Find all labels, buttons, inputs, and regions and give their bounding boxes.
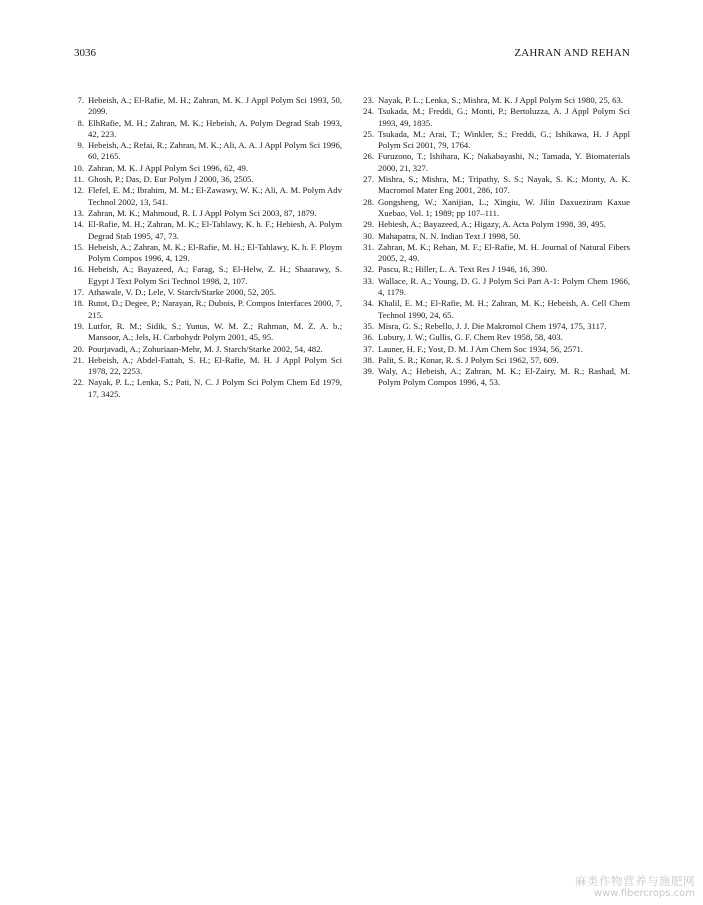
reference-text: Nayak, P. L.; Lenka, S.; Mishra, M. K. J Appl Polym Sci 1980, 25, 63. (378, 95, 623, 105)
reference-item (360, 231, 630, 242)
reference-number: 30. (363, 230, 374, 241)
reference-text: Waly, A.; Hebeish, A.; Zahran, M. K.; El-Zairy, M. R.; Rashad, M. Polym Polym Compos 1996, 4, 53. (378, 366, 630, 388)
running-head (74, 46, 630, 60)
reference-number: 25. (363, 128, 374, 139)
reference-text: Hebeish, A.; Refai, R.; Zahran, M. K.; Ali, A. A. J Appl Polym Sci 1996, 60, 2165. (88, 140, 342, 162)
reference-item (360, 355, 630, 366)
reference-number: 15. (73, 241, 84, 252)
reference-number: 38. (363, 354, 374, 365)
reference-text: Hebeish, A.; Abdel-Fattah, S. H.; El-Rafie, M. H. J Appl Polym Sci 1978, 22, 2253. (88, 354, 342, 377)
reference-item (70, 242, 342, 265)
reference-number: 7. (77, 95, 84, 105)
reference-number: 16. (73, 264, 84, 275)
running-title: ZAHRAN AND REHAN (514, 47, 630, 59)
watermark-url: www.fibercrops.com (593, 888, 695, 899)
reference-item (70, 219, 342, 242)
reference-text: Athawale, V. D.; Lele, V. Starch/Starke 2000, 52, 205. (88, 287, 277, 298)
references-left-column (70, 95, 342, 400)
reference-number: 13. (73, 207, 84, 218)
reference-number: 8. (77, 117, 84, 128)
reference-number: 14. (73, 219, 84, 230)
reference-item (70, 118, 342, 141)
reference-number: 18. (73, 298, 84, 309)
reference-number: 19. (73, 320, 84, 331)
reference-item (360, 95, 630, 106)
reference-number: 10. (73, 162, 84, 173)
watermark (575, 874, 695, 900)
reference-item (360, 298, 630, 321)
reference-number: 20. (73, 343, 84, 354)
reference-number: 11. (73, 174, 84, 185)
reference-text: Zahran, M. K.; Mahmoud, R. I. J Appl Polym Sci 2003, 87, 1879. (88, 207, 317, 218)
reference-text: Lutfor, R. M.; Sidik, S.; Yunus, W. M. Z.; Rahman, M. Z. A. b.; Mansoor, A.; Jels, H. Carbohydr Polym 2001, 45, 95. (88, 320, 342, 343)
reference-text: Misra, G. S.; Rebello, J. J. Die Makromol Chem 1974, 175, 3117. (378, 320, 607, 331)
reference-item (70, 185, 342, 208)
reference-item (360, 151, 630, 174)
reference-text: Hebeish, A.; Bayazeed, A.; Farag, S.; El-Helw, Z. H.; Shaarawy, S. Egypt J Text Polym Sci Technol 1998, 2, 107. (88, 264, 342, 286)
reference-number: 22. (73, 377, 84, 388)
reference-number: 32. (363, 264, 374, 275)
reference-item (360, 366, 630, 389)
reference-item (70, 95, 342, 118)
reference-text: Zahran, M. K.; Rehan, M. F.; El-Rafie, M. H. Journal of Natural Fibers 2005, 2, 49. (378, 241, 630, 264)
reference-text: Khalil, E. M.; El-Rafie, M. H.; Zahran, M. K.; Hebeish, A. Cell Chem Technol 1990, 24, 65. (378, 298, 630, 320)
reference-item (360, 129, 630, 152)
reference-text: ElhRafie, M. H.; Zahran, M. K.; Hebeish, A. Polym Degrad Stab 1993, 42, 223. (88, 117, 342, 139)
reference-text: Gongsheng, W.; Xanijian, L.; Xingiu, W. Jilin Daxueziram Kaxue Xuebao, Vol. 1; 1989; pp 107–111. (378, 196, 630, 218)
reference-text: Lubury, J. W.; Gullis, G. F. Chem Rev 1958, 58, 403. (378, 332, 563, 343)
reference-number: 26. (363, 151, 374, 162)
reference-text: Hebeish, A.; Zahran, M. K.; El-Rafie, M. H.; El-Tahlawy, K. h. F. Ploym Polym Compos 1996, 4, 129. (88, 241, 342, 264)
reference-text: Furuzono, T.; Ishihara, K.; Nakabayashi, N.; Tamada, Y. Biomaterials 2000, 21, 327. (378, 151, 630, 173)
reference-item (70, 264, 342, 287)
reference-item (360, 344, 630, 355)
reference-number: 35. (363, 320, 374, 331)
reference-item (70, 355, 342, 378)
reference-text: El-Rafie, M. H.; Zahran, M. K.; El-Tahlawy, K. h. F.; Hebiesh, A. Polym Degrad Stab 1995, 47, 73. (88, 219, 342, 241)
reference-item (360, 219, 630, 230)
reference-item (360, 321, 630, 332)
reference-item (360, 106, 630, 129)
reference-text: Pascu, R.; Hiller, L. A. Text Res J 1946, 16, 390. (378, 264, 548, 275)
reference-item (70, 321, 342, 344)
reference-number: 37. (363, 343, 374, 354)
reference-number: 28. (363, 196, 374, 207)
reference-number: 34. (363, 298, 374, 309)
references-right-column (360, 95, 630, 389)
reference-item (360, 197, 630, 220)
page-number: 3036 (74, 47, 96, 59)
reference-item (360, 276, 630, 299)
reference-text: Rutot, D.; Degee, P.; Narayan, R.; Dubois, P. Compos Interfaces 2000, 7, 215. (88, 298, 342, 320)
reference-number: 12. (73, 185, 84, 196)
reference-item (70, 174, 342, 185)
reference-text: Tsukada, M.; Arai, T.; Winkler, S.; Freddi, G.; Ishikawa, H. J Appl Polym Sci 2001, 79, 1764. (378, 128, 630, 151)
reference-text: Ghosh, P.; Das, D. Eur Polym J 2000, 36, 2505. (88, 174, 254, 185)
reference-item (360, 264, 630, 275)
reference-number: 17. (73, 287, 84, 298)
reference-item (70, 298, 342, 321)
reference-number: 36. (363, 332, 374, 343)
reference-number: 31. (363, 241, 374, 252)
reference-text: Mahapatra, N. N. Indian Text J 1998, 50. (378, 230, 521, 241)
reference-text: Zahran, M. K. J Appl Polym Sci 1996, 62, 49. (88, 162, 248, 173)
reference-number: 24. (363, 106, 374, 117)
reference-text: Hebiesh, A.; Bayazeed, A.; Higazy, A. Acta Polym 1998, 39, 495. (378, 219, 606, 230)
reference-text: Tsukada, M.; Freddi, G.; Monti, P.; Bertoluzza, A. J Appl Polym Sci 1993, 49, 1835. (378, 106, 630, 128)
reference-item (360, 332, 630, 343)
reference-text: Launer, H. F.; Yost, D. M. J Am Chem Soc 1934, 56, 2571. (378, 343, 584, 354)
reference-item (70, 377, 342, 400)
reference-item (360, 242, 630, 265)
reference-text: Wallace, R. A.; Young, D. G. J Polym Sci Part A-1: Polym Chem 1966, 4, 1179. (378, 275, 630, 298)
reference-number: 39. (363, 366, 374, 377)
reference-text: Flefel, E. M.; Ibrahim, M. M.; El-Zawawy, W. K.; Ali, A. M. Polym Adv Technol 2002, 13, 541. (88, 185, 342, 207)
reference-number: 9. (77, 140, 84, 151)
reference-text: Mishra, S.; Mishra, M.; Tripathy, S. S.; Nayak, S. K.; Monty, A. K. Macromol Mater Eng 2001, 286, 107. (378, 174, 630, 196)
reference-text: Nayak, P. L.; Lenka, S.; Pati, N. C. J Polym Sci Polym Chem Ed 1979, 17, 3425. (88, 377, 342, 399)
reference-text: Hebeish, A.; El-Rafie, M. H.; Zahran, M. K. J Appl Polym Sci 1993, 50, 2099. (88, 95, 342, 117)
reference-item (70, 140, 342, 163)
reference-item (360, 174, 630, 197)
reference-item (70, 287, 342, 298)
reference-item (70, 344, 342, 355)
reference-item (70, 163, 342, 174)
reference-number: 23. (363, 95, 374, 105)
reference-item (70, 208, 342, 219)
reference-number: 33. (363, 275, 374, 286)
reference-number: 21. (73, 354, 84, 365)
reference-text: Palit, S. R.; Konar, R. S. J Polym Sci 1962, 57, 609. (378, 354, 559, 365)
reference-text: Pourjavadi, A.; Zohuriaan-Mehr, M. J. Starch/Starke 2002, 54, 482. (88, 343, 323, 354)
reference-number: 27. (363, 174, 374, 185)
watermark-chinese: 麻类作物营养与施肥网 (575, 874, 695, 888)
reference-number: 29. (363, 219, 374, 230)
